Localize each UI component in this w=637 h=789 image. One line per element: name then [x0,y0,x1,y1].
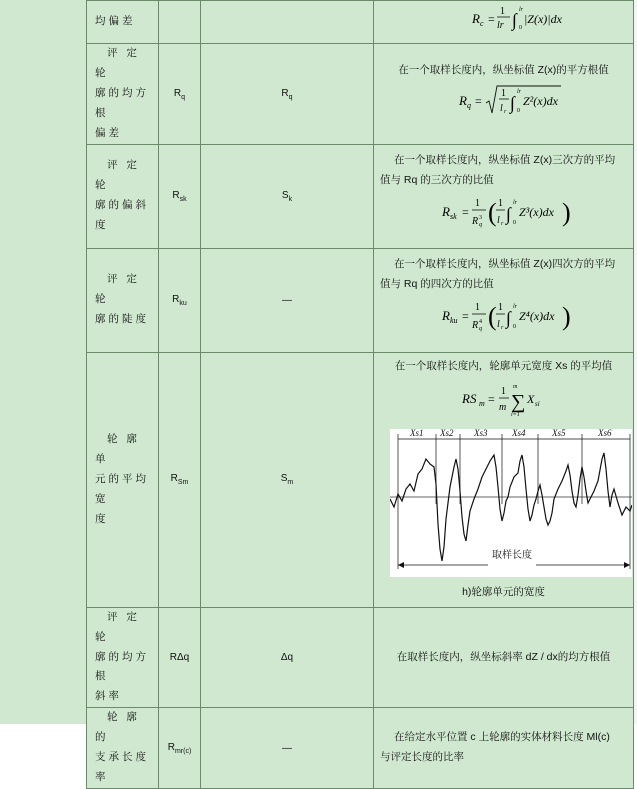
param-name-cell [87,1,159,44]
description-line: 在一个取样长度内，纵坐标值 Z(x)四次方的平均 [394,258,616,271]
description-line: 与评定长度的比率 [380,751,464,764]
description-cell [374,144,634,248]
param-name-cell [87,43,159,144]
symbol-cell: $R_{Sm}$ [159,352,201,607]
symbol-old-cell [201,607,374,708]
svg-text:c: c [479,19,484,28]
svg-text:(: ( [487,302,497,332]
param-name-line: 支承长度率 [95,751,149,784]
param-name-line: 廓的偏斜度 [95,199,149,232]
profile-figure [390,429,632,577]
svg-text:0: 0 [512,324,516,331]
param-name-line: 评 定 轮 [95,159,140,192]
svg-text:1: 1 [497,302,503,314]
svg-text:i=1: i=1 [510,411,520,418]
param-name-cell [87,607,159,708]
svg-text:R: R [471,216,478,228]
svg-text:R: R [471,320,478,332]
param-name-cell [87,708,159,789]
svg-text:R: R [471,11,480,26]
svg-text:|Z(x)|dx: |Z(x)|dx [523,12,562,26]
svg-text:q: q [478,326,482,333]
description-line: 值与 Rq 的四次方的比值 [380,278,494,291]
table-row [87,144,634,248]
svg-text:∑: ∑ [510,390,525,413]
param-name-line: 元的平均宽 [95,472,149,505]
symbol-old-cell [201,708,374,789]
param-name-line: 评 定 轮 [95,273,140,306]
param-name: 均偏差 [95,15,136,27]
param-name-cell [87,144,159,248]
param-name-line: 廓的陡度 [95,313,149,326]
symbol-cell [159,1,201,44]
svg-text:): ) [561,198,571,228]
svg-text:lr: lr [512,200,517,207]
svg-text:l: l [496,215,500,227]
svg-text:si: si [534,399,540,408]
xs1-label: Xs1 [410,427,424,438]
description-text: 在一个取样长度内，纵坐标值 Z(x)的平方根值 [398,63,609,76]
param-name-cell [87,248,159,352]
svg-text:1: 1 [500,87,506,99]
description-cell [374,352,634,607]
param-name-line: 轮 廓 的 [95,711,140,744]
param-name-line: 斜率 [95,690,122,703]
param-name-cell [87,352,159,607]
svg-text:∫: ∫ [511,10,517,30]
param-name-line: 偏差 [95,126,122,139]
svg-text:lr: lr [496,20,504,31]
param-name-line: 廓的均方根 [95,650,149,683]
svg-text:X: X [526,391,534,406]
svg-text:Z³(x)dx: Z³(x)dx [518,205,554,220]
table-row [87,708,634,789]
svg-text:lr: lr [518,7,523,13]
svg-text:m: m [478,398,485,408]
description-text: 在一个取样长度内，轮廓单元宽度 Xs 的平均值 [394,359,613,372]
description-line: 在给定水平位置 c 上轮廓的实体材料长度 Ml(c) [394,731,610,744]
svg-text:1: 1 [499,6,505,17]
xs4-label: Xs4 [512,427,526,438]
svg-text:1: 1 [474,302,480,314]
svg-text:R: R [458,92,467,108]
symbol-old-cell: $S_k$ [201,144,374,248]
svg-text:∫: ∫ [509,92,515,113]
svg-text:∫: ∫ [505,204,511,225]
symbol-dash: — [282,742,292,754]
svg-text:m: m [512,383,517,390]
symbol-cell: $R_{ku}$ [159,248,201,352]
svg-text:q: q [478,222,482,229]
svg-text:=: = [461,309,469,324]
description-cell [374,607,634,708]
svg-text:=: = [461,205,469,220]
svg-text:1: 1 [474,198,480,210]
roughness-parameter-table [86,0,634,789]
svg-text:RS: RS [461,390,476,406]
symbol-old-cell: $R_q$ [201,43,374,144]
svg-text:sk: sk [449,212,457,222]
symbol-cell: $R_{sk}$ [159,144,201,248]
svg-text:r: r [500,221,503,228]
description-cell [374,43,634,144]
symbol-old-cell [201,248,374,352]
table-row [87,352,634,607]
svg-text:Z⁴(x)dx: Z⁴(x)dx [518,309,554,324]
symbol-old: Δq [280,651,294,663]
xs3-label: Xs3 [474,427,488,438]
description-line: 值与 Rq 的三次方的比值 [380,174,494,187]
symbol-cell: $R_q$ [159,43,201,144]
svg-text:0: 0 [518,25,522,31]
svg-text:4: 4 [478,319,482,326]
table-row [87,607,634,708]
formula-rku [380,297,627,343]
table-row [87,248,634,352]
svg-text:ku: ku [449,316,458,326]
formula-cell [374,1,634,44]
svg-text:=: = [487,391,495,406]
xs2-label: Xs2 [440,427,454,438]
description-text: 在取样长度内，纵坐标斜率 dZ / dx的均方根值 [396,650,611,663]
svg-text:Z²(x)dx: Z²(x)dx [522,93,558,108]
svg-text:∫: ∫ [505,308,511,329]
svg-text:(: ( [487,198,497,228]
param-name-line: 评 定 轮 [95,46,140,79]
svg-text:lr: lr [516,88,521,95]
svg-text:=: = [474,93,482,108]
svg-text:R: R [441,308,450,324]
xs6-label: Xs6 [598,427,612,438]
symbol: RΔq [169,651,190,663]
param-name-line: 度 [95,512,109,525]
svg-text:l: l [496,319,500,331]
symbol-cell [159,607,201,708]
formula-rsm [380,379,627,427]
param-name-line: 轮 廓 单 [95,432,140,465]
left-margin-band [0,0,87,724]
formula-rsk [380,193,627,239]
svg-text:l: l [499,102,503,114]
symbol-dash: — [282,294,292,306]
svg-text:r: r [503,108,506,115]
svg-text:r: r [500,325,503,332]
description-cell [374,708,634,789]
formula-ra [374,3,633,41]
formula-rq [380,83,627,125]
sampling-length-label: 取样长度 [492,549,532,561]
symbol-cell: $R_{mr(c)}$ [159,708,201,789]
param-name-line: 廓的均方根 [95,86,149,119]
svg-text:R: R [441,204,450,220]
description-line: 在一个取样长度内，纵坐标值 Z(x)三次方的平均 [394,154,616,167]
svg-text:q: q [466,100,471,110]
svg-text:3: 3 [478,215,482,222]
svg-text:1: 1 [500,385,506,397]
figure-caption: h)轮廓单元的宽度 [462,585,545,598]
description-cell [374,248,634,352]
svg-text:lr: lr [512,304,517,311]
svg-text:): ) [561,302,571,332]
symbol-old-cell [201,1,374,44]
symbol-old-cell: $S_m$ [201,352,374,607]
svg-text:=: = [487,12,495,26]
table-row [87,1,634,44]
param-name-line: 评 定 轮 [95,610,140,643]
table-row [87,43,634,144]
svg-text:m: m [498,401,506,413]
svg-text:0: 0 [516,107,520,114]
svg-text:0: 0 [512,220,516,227]
svg-text:1: 1 [497,198,503,210]
xs5-label: Xs5 [552,427,566,438]
